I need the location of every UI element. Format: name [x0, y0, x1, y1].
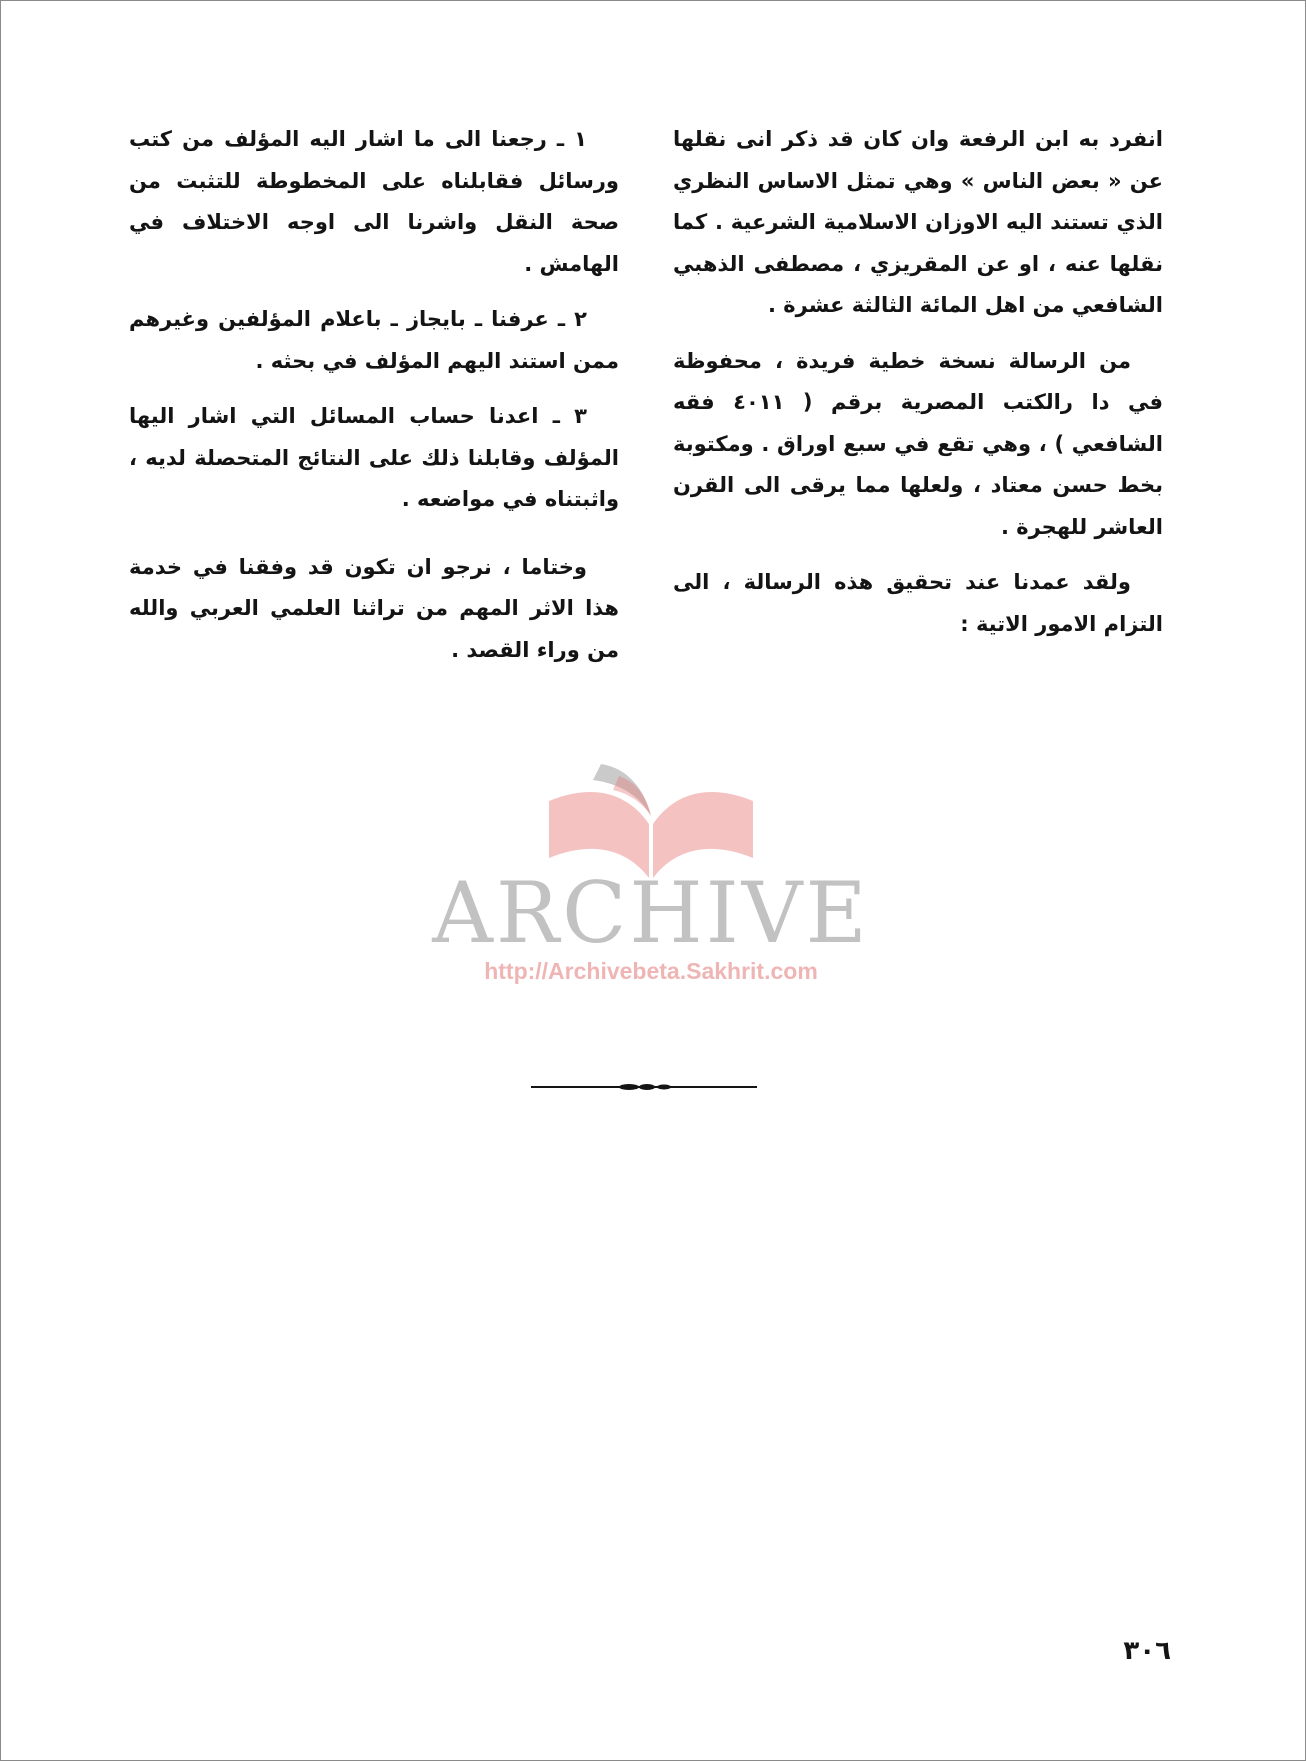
right-text-column — [673, 119, 1163, 659]
open-book-icon — [531, 746, 771, 881]
paragraph: من الرسالة نسخة خطية فريدة ، محفوظة في دا رالكتب المصرية برقم ( ٤٠١١ فقه الشافعي ) ، وهي تقع في سبع اوراق . ومكتوبة بخط حسن معتاد ، ولعلها مما يرقى الى القرن العاشر للهجرة . — [673, 348, 1163, 539]
section-divider-ornament — [529, 1081, 759, 1093]
page-number: ٣٠٦ — [1123, 1636, 1171, 1666]
numbered-paragraph: ٢ ـ عرفنا ـ بايجاز ـ باعلام المؤلفين وغيرهم ممن استند اليهم المؤلف في بحثه . — [129, 307, 619, 373]
paragraph: ولقد عمدنا عند تحقيق هذه الرسالة ، الى التزام الامور الاتية : — [673, 570, 1163, 636]
left-text-column — [129, 119, 619, 685]
closing-paragraph: وختاما ، نرجو ان تكون قد وفقنا في خدمة هذا الاثر المهم من تراثنا العلمي العربي والله من وراء القصد . — [129, 554, 619, 662]
paragraph: انفرد به ابن الرفعة وان كان قد ذكر انى نقلها عن « بعض الناس » وهي تمثل الاساس النظري الذي تستند اليه الاوزان الاسلامية الشرعية . كما نقلها عنه ، او عن المقريزي ، مصطفى الذهبي الشافعي من اهل المائة الثالثة عشرة . — [673, 127, 1163, 317]
archive-watermark — [401, 746, 901, 1006]
numbered-paragraph: ١ ـ رجعنا الى ما اشار اليه المؤلف من كتب ورسائل فقابلناه على المخطوطة للتثبت من صحة النقل واشرنا الى اوجه الاختلاف في الهامش . — [129, 127, 619, 276]
watermark-title: ARCHIVE — [432, 864, 870, 962]
watermark-url: http://Archivebeta.Sakhrit.com — [484, 958, 818, 984]
numbered-paragraph: ٣ ـ اعدنا حساب المسائل التي اشار اليها المؤلف وقابلنا ذلك على النتائج المتحصلة لديه ، واثبتناه في مواضعه . — [129, 404, 619, 511]
